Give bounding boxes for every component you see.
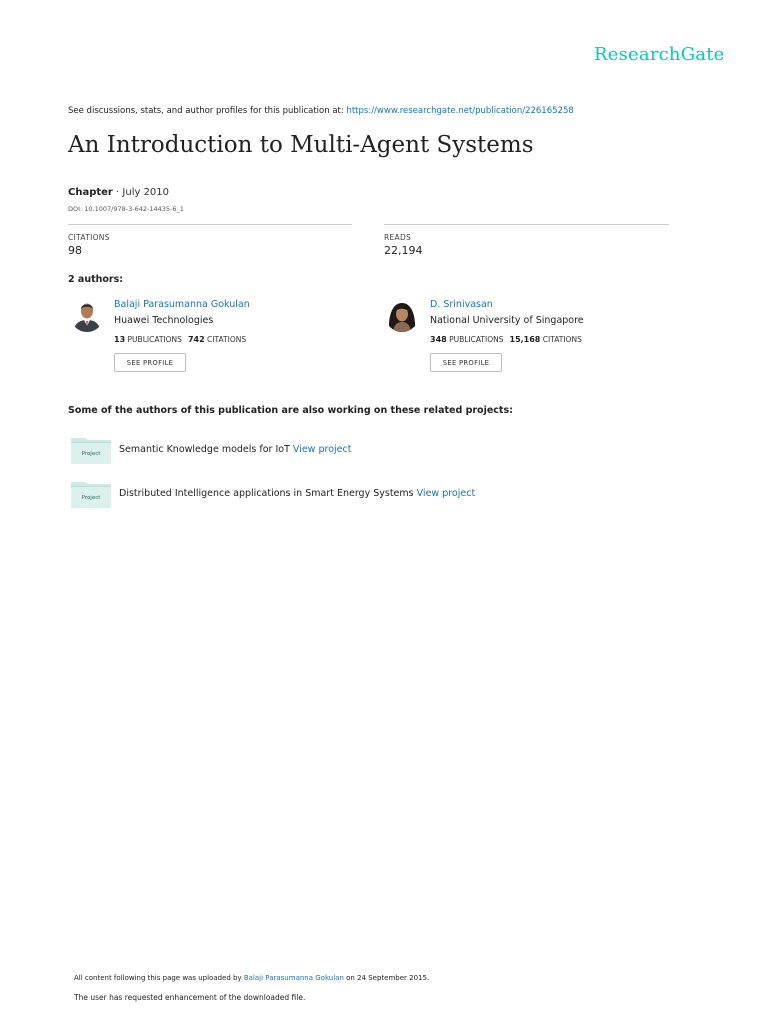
project-title: Distributed Intelligence applications in Smart Energy Systems — [119, 488, 414, 499]
author-citations-label: CITATIONS — [207, 335, 247, 344]
project-item — [119, 488, 475, 499]
publication-doi: DOI: 10.1007/978-3-642-14435-6_1 — [68, 205, 184, 213]
project-folder-icon[interactable] — [71, 436, 111, 464]
publication-date: July 2010 — [122, 187, 170, 198]
author-publications-count: 13 — [114, 335, 126, 344]
author-citations-count: 15,168 — [509, 335, 541, 344]
meta-separator: · — [112, 187, 123, 198]
upload-suffix: on 24 September 2015. — [346, 974, 430, 982]
citations-value: 98 — [68, 244, 82, 257]
project-title: Semantic Knowledge models for IoT — [119, 444, 290, 455]
author-publications-label: PUBLICATIONS — [127, 335, 182, 344]
project-tag: Project — [81, 495, 101, 501]
authors-heading: 2 authors: — [68, 274, 124, 285]
upload-note — [74, 974, 429, 982]
reads-label: READS — [384, 233, 412, 242]
author-institution: National University of Singapore — [430, 315, 584, 326]
author-stats — [114, 335, 246, 344]
discussion-line — [68, 106, 574, 116]
related-projects-heading: Some of the authors of this publication are also working on these related projects: — [68, 405, 513, 416]
view-project-link[interactable]: View project — [292, 444, 352, 455]
publication-meta — [68, 187, 169, 198]
author-citations-count: 742 — [187, 335, 205, 344]
author-publications-label: PUBLICATIONS — [449, 335, 504, 344]
author-citations-label: CITATIONS — [542, 335, 582, 344]
author-name-link[interactable]: Balaji Parasumanna Gokulan — [114, 299, 250, 310]
project-folder-icon[interactable] — [71, 480, 111, 508]
woman-portrait-icon — [385, 298, 419, 332]
author-avatar[interactable] — [385, 298, 419, 332]
citations-divider — [68, 224, 352, 225]
author-name-link[interactable]: D. Srinivasan — [430, 299, 493, 310]
citations-label: CITATIONS — [68, 233, 110, 242]
see-profile-button[interactable]: SEE PROFILE — [430, 353, 502, 372]
author-institution: Huawei Technologies — [114, 315, 214, 326]
author-stats — [430, 335, 582, 344]
discussion-intro: See discussions, stats, and author profiles for this publication at: — [68, 106, 344, 116]
uploader-link[interactable]: Balaji Parasumanna Gokulan — [243, 974, 344, 982]
author-avatar[interactable] — [70, 298, 104, 332]
reads-divider — [384, 224, 669, 225]
upload-prefix: All content following this page was uploaded by — [74, 974, 242, 982]
author-publications-count: 348 — [430, 335, 447, 344]
reads-value: 22,194 — [384, 244, 423, 257]
project-item — [119, 444, 351, 455]
see-profile-button[interactable]: SEE PROFILE — [114, 353, 186, 372]
man-portrait-icon — [70, 298, 104, 332]
publication-url-link[interactable]: https://www.researchgate.net/publication/226165258 — [346, 106, 574, 116]
enhancement-note: The user has requested enhancement of the downloaded file. — [74, 993, 306, 1002]
publication-title: An Introduction to Multi-Agent Systems — [68, 132, 534, 158]
project-tag: Project — [81, 451, 101, 457]
view-project-link[interactable]: View project — [416, 488, 476, 499]
publication-type: Chapter — [68, 187, 113, 198]
researchgate-logo[interactable]: ResearchGate — [594, 44, 725, 65]
